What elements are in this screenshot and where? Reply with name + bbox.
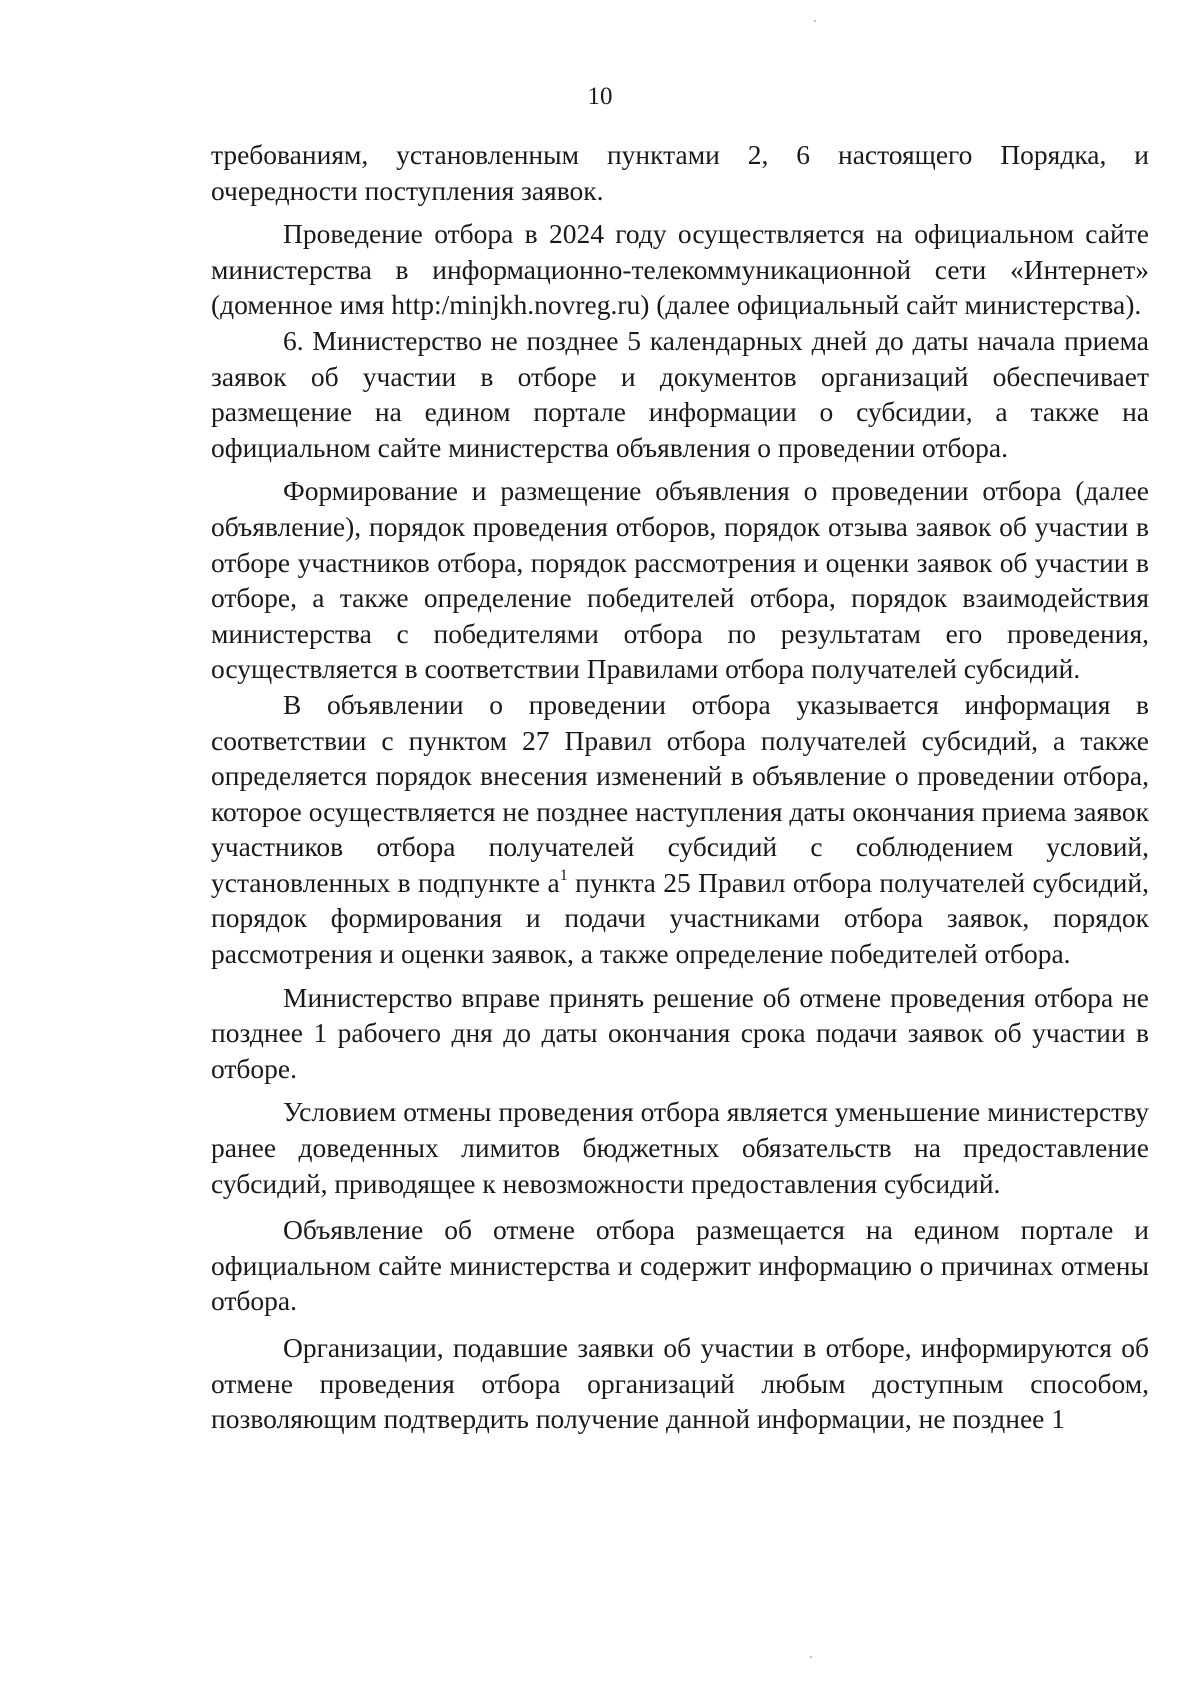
paragraph-text: В объявлении о проведении отбора указывается информация в соответствии с пунктом 27 Правил отбора получателей субсидий, а также определяется порядок внесения изменений в объявление о проведении отбора, которое осуществляется не позднее наступления даты окончания приема заявок участников отбора получателей субсидий с соблюдением условий, установленных в подпункте а	[211, 688, 1149, 898]
paragraph-announcement-content	[211, 687, 1149, 972]
page-number: 10	[587, 83, 613, 110]
scan-speck	[810, 1656, 812, 1658]
paragraph-item-6: 6. Министерство не позднее 5 календарных дней до даты начала приема заявок об участии в отборе и документов организаций обеспечивает размещение на едином портале информации о субсидии, а также на официальном сайте министерства объявления о проведении отбора.	[211, 324, 1149, 463]
superscript-index: 1	[559, 866, 568, 884]
paragraph-cancellation-condition: Условием отмены проведения отбора является уменьшение министерству ранее доведенных лимитов бюджетных обязательств на предоставление субсидий, приводящее к невозможности предоставления субсидий.	[211, 1096, 1149, 1199]
paragraph-organizations-informed: Организации, подавшие заявки об участии в отборе, информируются об отмене проведения отбора организаций любым доступным способом, позволяющим подтвердить получение данной информации, не позднее 1	[211, 1332, 1149, 1435]
paragraph-announcement-formation: Формирование и размещение объявления о проведении отбора (далее объявление), порядок проведения отборов, порядок отзыва заявок об участии в отборе участников отбора, порядок рассмотрения и оценки заявок об участии в отборе, а также определение победителей отбора, порядок взаимодействия министерства с победителями отбора по результатам его проведения, осуществляется в соответствии Правилами отбора получателей субсидий.	[211, 475, 1149, 685]
paragraph-continuation: требованиям, установленным пунктами 2, 6 настоящего Порядка, и очередности поступления заявок.	[211, 139, 1149, 206]
paragraph-cancellation-right: Министерство вправе принять решение об отмене проведения отбора не позднее 1 рабочего дня до даты окончания срока подачи заявок об участии в отборе.	[211, 981, 1149, 1084]
paragraph-official-site: Проведение отбора в 2024 году осуществляется на официальном сайте министерства в информационно-телекоммуникационной сети «Интернет» (доменное имя http:/minjkh.novreg.ru) (далее официальный сайт министерства).	[211, 218, 1149, 321]
document-body	[211, 137, 1149, 1437]
scan-speck	[814, 20, 816, 22]
paragraph-cancellation-notice: Объявление об отмене отбора размещается на едином портале и официальном сайте министерства и содержит информацию о причинах отмены отбора.	[211, 1214, 1149, 1317]
paragraph-text: пункта 25 Правил отбора получателей субсидий, порядок формирования и подачи участниками отбора заявок, порядок рассмотрения и оценки заявок, а также определение победителей отбора.	[211, 866, 1149, 970]
